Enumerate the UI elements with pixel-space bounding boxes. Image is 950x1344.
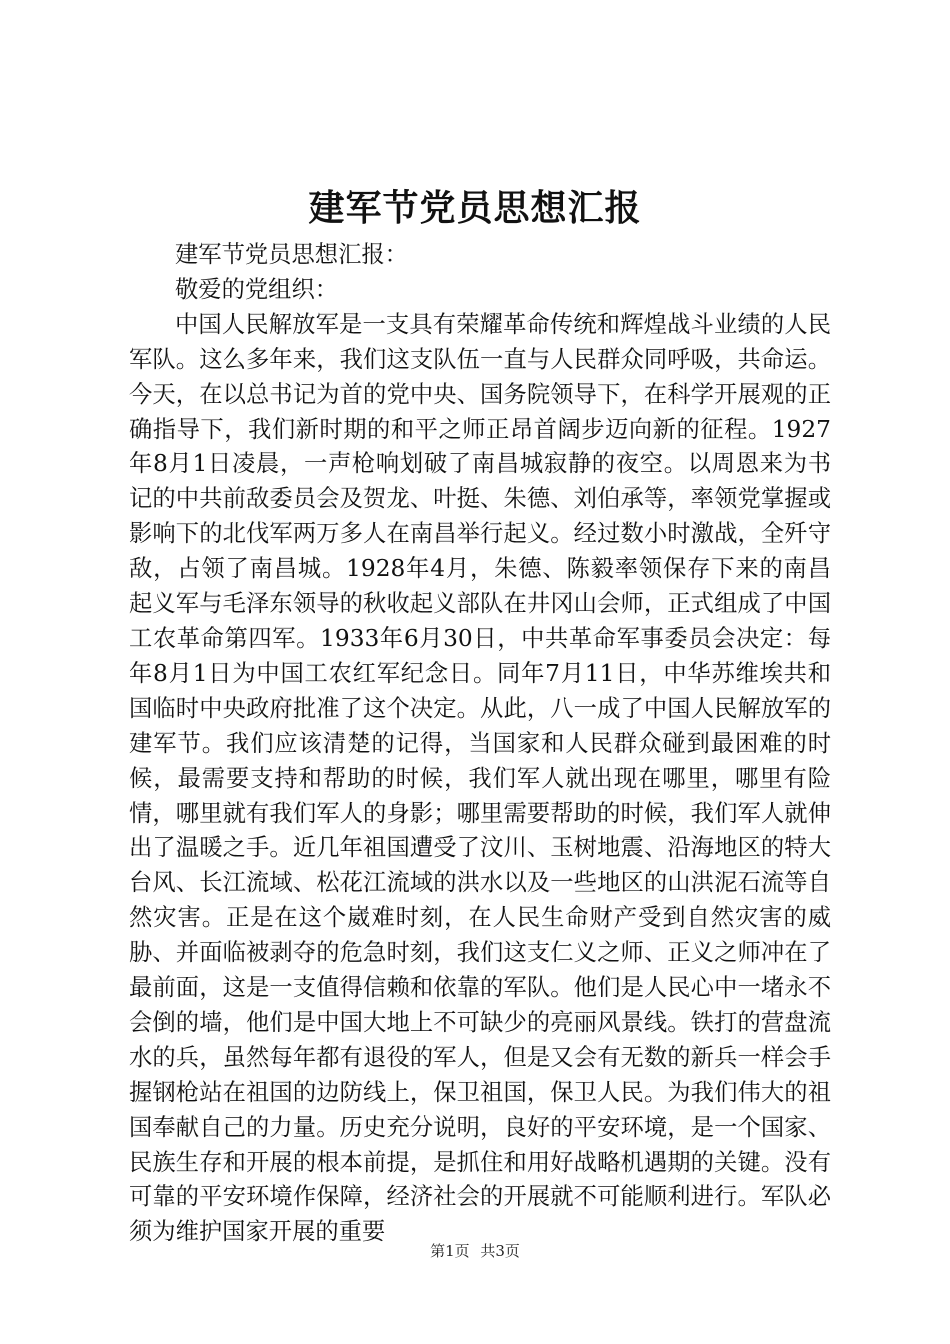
- page-footer: [0, 1241, 950, 1261]
- page-number-current: 第1页: [430, 1242, 470, 1260]
- page-number-total: 共3页: [480, 1242, 520, 1260]
- body-paragraph: 中国人民解放军是一支具有荣耀革命传统和辉煌战斗业绩的人民军队。这么多年来，我们这支队伍一直与人民群众同呼吸，共命运。今天，在以总书记为首的党中央、国务院领导下，在科学开展观的正确指导下，我们新时期的和平之师正昂首阔步迈向新的征程。1927年8月1日凌晨，一声枪响划破了南昌城寂静的夜空。以周恩来为书记的中共前敌委员会及贺龙、叶挺、朱德、刘伯承等，率领党掌握或影响下的北伐军两万多人在南昌举行起义。经过数小时激战，全歼守敌，占领了南昌城。1928年4月，朱德、陈毅率领保存下来的南昌起义军与毛泽东领导的秋收起义部队在井冈山会师，正式组成了中国工农革命第四军。1933年6月30日，中共革命军事委员会决定：每年8月1日为中国工农红军纪念日。同年7月11日，中华苏维埃共和国临时中央政府批准了这个决定。从此，八一成了中国人民解放军的建军节。我们应该清楚的记得，当国家和人民群众碰到最困难的时候，最需要支持和帮助的时候，我们军人就出现在哪里，哪里有险情，哪里就有我们军人的身影；哪里需要帮助的时候，我们军人就伸出了温暖之手。近几年祖国遭受了汶川、玉树地震、沿海地区的特大台风、长江流域、松花江流域的洪水以及一些地区的山洪泥石流等自然灾害。正是在这个崴难时刻，在人民生命财产受到自然灾害的威胁、并面临被剥夺的危急时刻，我们这支仁义之师、正义之师冲在了最前面，这是一支值得信赖和依靠的军队。他们是人民心中一堵永不会倒的墙，他们是中国大地上不可缺少的亮丽风景线。铁打的营盘流水的兵，虽然每年都有退役的军人，但是又会有无数的新兵一样会手握钢枪站在祖国的边防线上，保卫祖国，保卫人民。为我们伟大的祖国奉献自己的力量。历史充分说明，良好的平安环境，是一个国家、民族生存和开展的根本前提，是抓住和用好战略机遇期的关键。没有可靠的平安环境作保障，经济社会的开展就不可能顺利进行。军队必须为维护国家开展的重要: [129, 310, 831, 1246]
- document-body: [129, 238, 831, 1250]
- salutation-heading: 建军节党员思想汇报：: [175, 241, 408, 268]
- salutation-recipient: 敬爱的党组织：: [175, 275, 339, 303]
- document-title: 建军节党员思想汇报: [308, 187, 642, 229]
